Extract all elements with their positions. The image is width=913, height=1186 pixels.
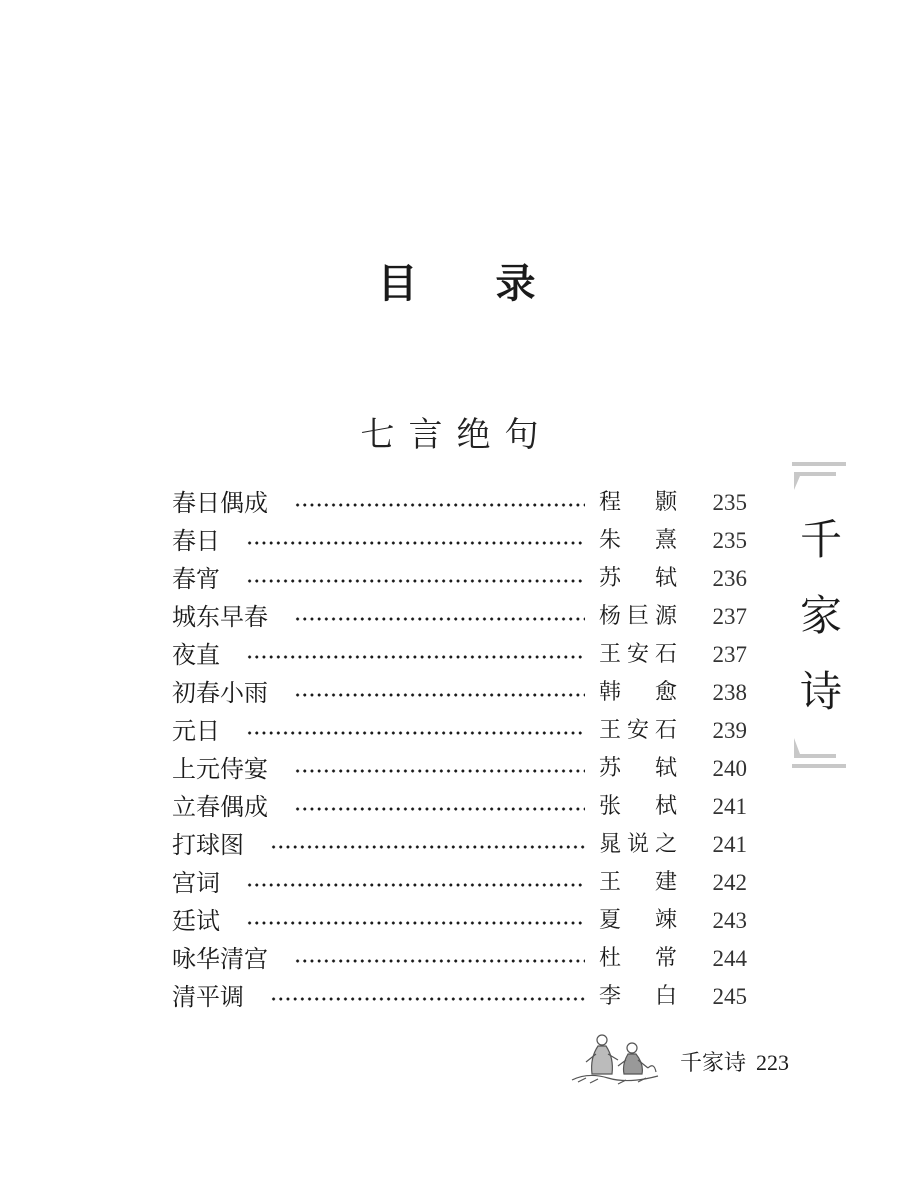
toc-leader-dots bbox=[246, 883, 585, 887]
toc-entry-page: 239 bbox=[712, 718, 747, 743]
toc-entry[interactable] bbox=[172, 674, 747, 712]
side-tab-text bbox=[800, 502, 850, 730]
page-title-char-1: 目 bbox=[377, 260, 418, 307]
toc-entry-author: 晁说之 bbox=[599, 832, 677, 857]
toc-entry-title: 初春小雨 bbox=[172, 679, 268, 707]
toc-entry[interactable] bbox=[172, 636, 747, 674]
toc-leader-dots bbox=[246, 579, 585, 583]
toc-entry-title: 城东早春 bbox=[172, 603, 268, 631]
toc-entry-title: 清平调 bbox=[172, 983, 244, 1011]
footer-label bbox=[680, 1046, 789, 1077]
toc-entry-author: 李 白 bbox=[599, 984, 677, 1009]
toc-entry-author: 张 栻 bbox=[599, 794, 677, 819]
toc-entry-page: 245 bbox=[712, 984, 747, 1009]
toc-leader-dots bbox=[246, 541, 585, 545]
toc-leader-dots bbox=[270, 997, 585, 1001]
toc-leader-dots bbox=[246, 655, 585, 659]
toc-entry[interactable] bbox=[172, 940, 747, 978]
footer-book-title: 千家诗 bbox=[680, 1051, 747, 1076]
toc-entry-title: 夜直 bbox=[172, 641, 220, 669]
toc-entry[interactable] bbox=[172, 978, 747, 1016]
two-scholars-illustration bbox=[568, 1028, 664, 1086]
toc-entry-page: 237 bbox=[712, 604, 747, 629]
toc-entry-author: 韩 愈 bbox=[599, 680, 677, 705]
toc-entry-page: 236 bbox=[712, 566, 747, 591]
toc-entry-author: 苏 轼 bbox=[599, 566, 677, 591]
side-tab-char-2: 家 bbox=[800, 591, 843, 640]
toc-entry-title: 咏华清宫 bbox=[172, 945, 268, 973]
toc-entry-title: 廷试 bbox=[172, 907, 220, 935]
toc-leader-dots bbox=[294, 503, 585, 507]
toc-entry-title: 立春偶成 bbox=[172, 793, 268, 821]
toc-entry-author: 夏 竦 bbox=[599, 908, 677, 933]
page-title-char-2: 录 bbox=[495, 260, 536, 307]
toc-entry-title: 上元侍宴 bbox=[172, 755, 268, 783]
toc-entry-page: 235 bbox=[712, 490, 747, 515]
toc-entry[interactable] bbox=[172, 598, 747, 636]
page-footer bbox=[568, 1028, 808, 1088]
toc-entry-author: 杜 常 bbox=[599, 946, 677, 971]
bracket-top-decoration bbox=[792, 462, 846, 492]
toc-entry-author: 王安石 bbox=[599, 642, 677, 667]
side-tab-char-3: 诗 bbox=[800, 667, 843, 716]
toc-leader-dots bbox=[294, 807, 585, 811]
toc-leader-dots bbox=[246, 921, 585, 925]
page-title bbox=[0, 252, 913, 309]
toc-leader-dots bbox=[246, 731, 585, 735]
toc-entry[interactable] bbox=[172, 560, 747, 598]
toc-entry[interactable] bbox=[172, 788, 747, 826]
toc-entry-author: 王 建 bbox=[599, 870, 677, 895]
toc-entry[interactable] bbox=[172, 522, 747, 560]
toc-entry-author: 王安石 bbox=[599, 718, 677, 743]
toc-entry-page: 241 bbox=[712, 832, 747, 857]
toc-entry-title: 打球图 bbox=[172, 831, 244, 859]
toc-entry-page: 242 bbox=[712, 870, 747, 895]
page-number: 223 bbox=[756, 1050, 790, 1075]
toc-leader-dots bbox=[294, 959, 585, 963]
toc-entry-author: 朱 熹 bbox=[599, 528, 677, 553]
toc-leader-dots bbox=[294, 693, 585, 697]
side-tab-char-1: 千 bbox=[800, 515, 843, 564]
toc-entry[interactable] bbox=[172, 864, 747, 902]
toc-entry[interactable] bbox=[172, 826, 747, 864]
toc-entry-page: 244 bbox=[712, 946, 747, 971]
toc-entry-title: 春日 bbox=[172, 527, 220, 555]
toc-entry-author: 程 颢 bbox=[599, 490, 677, 515]
toc-entry-page: 237 bbox=[712, 642, 747, 667]
toc-entry[interactable] bbox=[172, 484, 747, 522]
toc-entry-title: 元日 bbox=[172, 717, 220, 745]
toc-entry-page: 238 bbox=[712, 680, 747, 705]
bracket-bottom-decoration bbox=[792, 738, 846, 768]
toc-entry-page: 243 bbox=[712, 908, 747, 933]
section-title: 七言绝句 bbox=[360, 415, 553, 455]
toc-entry[interactable] bbox=[172, 712, 747, 750]
toc-entry-author: 苏 轼 bbox=[599, 756, 677, 781]
toc-entry-page: 241 bbox=[712, 794, 747, 819]
toc-entry-title: 宫词 bbox=[172, 869, 220, 897]
toc-entry-page: 235 bbox=[712, 528, 747, 553]
toc-leader-dots bbox=[294, 769, 585, 773]
toc-entry-author: 杨巨源 bbox=[599, 604, 677, 629]
toc-entry-title: 春宵 bbox=[172, 565, 220, 593]
toc-entry[interactable] bbox=[172, 902, 747, 940]
toc-entry[interactable] bbox=[172, 750, 747, 788]
toc-entry-title: 春日偶成 bbox=[172, 489, 268, 517]
toc-leader-dots bbox=[270, 845, 585, 849]
toc-leader-dots bbox=[294, 617, 585, 621]
side-tab bbox=[792, 462, 846, 768]
table-of-contents bbox=[172, 484, 747, 1016]
toc-entry-page: 240 bbox=[712, 756, 747, 781]
